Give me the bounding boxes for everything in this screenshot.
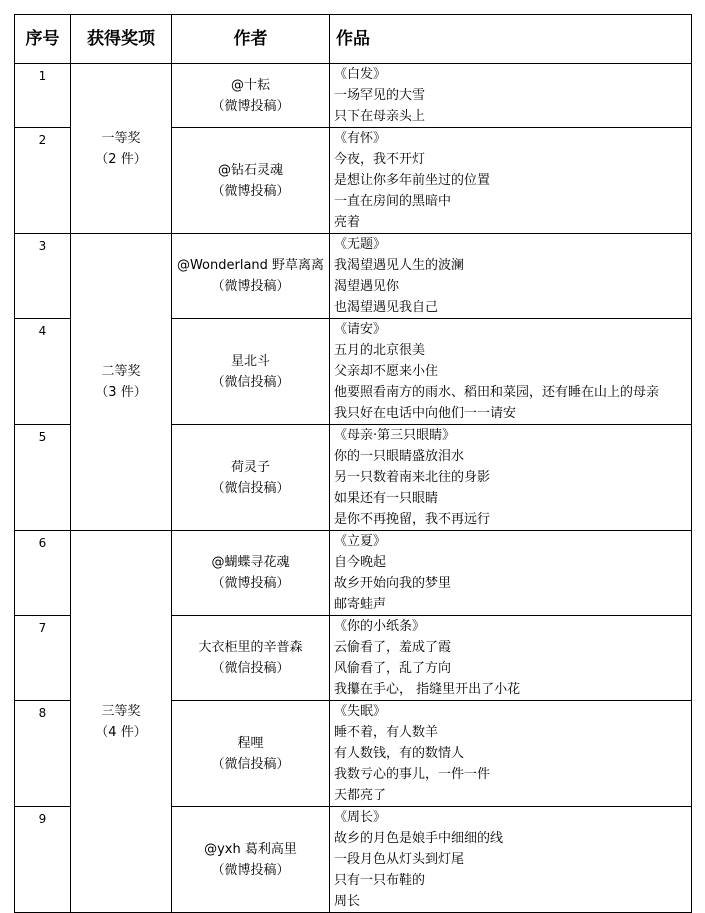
award-cell [71, 234, 172, 531]
row-seq: 2 [15, 128, 71, 234]
work-line: 自今晚起 [334, 555, 387, 570]
author-source: （微博投稿） [211, 279, 290, 294]
header-seq: 序号 [15, 15, 71, 64]
author-name: @十耘 [230, 77, 270, 93]
work-line: 他要照看南方的雨水、稻田和菜园，还有睡在山上的母亲 [334, 385, 660, 400]
author-cell [172, 319, 330, 425]
author-cell [172, 234, 330, 319]
work-line: 风偷看了，乱了方向 [334, 661, 452, 676]
award-count: （2 件） [95, 151, 147, 167]
work-line: 有人数钱，有的数情人 [334, 746, 465, 761]
work-line: 天都亮了 [334, 788, 387, 803]
author-source: （微博投稿） [211, 183, 290, 199]
work-cell [330, 64, 692, 128]
author-source: （微信投稿） [211, 661, 290, 676]
award-count: （3 件） [95, 385, 147, 400]
award-name: 一等奖 [101, 130, 141, 146]
row-seq: 6 [15, 531, 71, 616]
work-title: 《无题》 [334, 237, 387, 252]
work-title: 《母亲·第三只眼睛》 [334, 428, 456, 443]
work-title: 《有怀》 [334, 131, 387, 146]
work-cell [330, 319, 692, 425]
work-line: 我攥在手心， 指缝里开出了小花 [334, 682, 521, 697]
work-line: 云偷看了，羞成了霞 [334, 640, 452, 655]
author-source: （微信投稿） [211, 374, 290, 390]
work-line: 也渴望遇见我自己 [334, 300, 439, 315]
award-count: （4 件） [95, 724, 147, 740]
table-row [15, 234, 692, 319]
header-work: 作品 [330, 15, 692, 64]
work-line: 只有一只布鞋的 [334, 873, 426, 888]
work-line: 邮寄蛙声 [334, 597, 387, 612]
author-name: 大衣柜里的辛普森 [198, 640, 303, 655]
work-line: 五月的北京很美 [334, 343, 426, 358]
work-title: 《周长》 [334, 810, 387, 825]
award-name: 三等奖 [101, 703, 141, 719]
row-seq: 7 [15, 616, 71, 701]
awards-table [14, 14, 692, 913]
work-line: 周长 [334, 894, 361, 909]
author-source: （微博投稿） [211, 576, 290, 591]
row-seq: 5 [15, 425, 71, 531]
work-line: 是你不再挽留，我不再远行 [334, 512, 491, 527]
author-cell [172, 531, 330, 616]
author-name: 星北斗 [230, 353, 270, 369]
work-line: 我渴望遇见人生的波澜 [334, 258, 465, 273]
work-cell [330, 425, 692, 531]
author-name: @yxh 葛利高里 [204, 841, 297, 857]
header-award: 获得奖项 [71, 15, 172, 64]
work-line: 睡不着，有人数羊 [334, 725, 439, 740]
author-cell [172, 616, 330, 701]
work-cell [330, 701, 692, 807]
work-line: 我数亏心的事儿，一件一件 [334, 767, 491, 782]
work-line: 一段月色从灯头到灯尾 [334, 852, 465, 867]
row-seq: 1 [15, 64, 71, 128]
author-cell [172, 425, 330, 531]
award-name: 二等奖 [101, 364, 141, 379]
row-seq: 4 [15, 319, 71, 425]
work-line: 今夜，我不开灯 [334, 152, 426, 167]
row-seq: 9 [15, 807, 71, 913]
work-title: 《失眠》 [334, 704, 387, 719]
work-title: 《白发》 [334, 67, 387, 82]
author-name: 荷灵子 [230, 459, 270, 475]
work-title: 《请安》 [334, 322, 387, 337]
work-cell [330, 531, 692, 616]
work-title: 《立夏》 [334, 534, 387, 549]
row-seq: 8 [15, 701, 71, 807]
author-source: （微信投稿） [211, 480, 290, 496]
work-cell [330, 807, 692, 913]
work-line: 渴望遇见你 [334, 279, 400, 294]
header-author: 作者 [172, 15, 330, 64]
work-line: 一直在房间的黑暗中 [334, 194, 452, 209]
author-source: （微信投稿） [211, 756, 290, 772]
award-cell [71, 531, 172, 913]
table-row [15, 64, 692, 128]
work-line: 是想让你多年前坐过的位置 [334, 173, 491, 188]
work-title: 《你的小纸条》 [334, 619, 426, 634]
work-line: 只下在母亲头上 [334, 109, 426, 124]
work-line: 你的一只眼睛盛放泪水 [334, 449, 465, 464]
work-line: 故乡开始向我的梦里 [334, 576, 452, 591]
work-cell [330, 234, 692, 319]
award-cell [71, 64, 172, 234]
author-name: @蝴蝶寻花魂 [211, 555, 290, 570]
work-cell [330, 616, 692, 701]
author-name: 程哩 [237, 735, 264, 751]
author-cell [172, 701, 330, 807]
work-line: 如果还有一只眼睛 [334, 491, 439, 506]
table-row [15, 531, 692, 616]
work-line: 我只好在电话中向他们一一请安 [334, 406, 517, 421]
work-line: 另一只数着南来北往的身影 [334, 470, 491, 485]
work-line: 父亲却不愿来小住 [334, 364, 439, 379]
work-line: 亮着 [334, 215, 361, 230]
work-line: 一场罕见的大雪 [334, 88, 426, 103]
author-cell [172, 128, 330, 234]
work-line: 故乡的月色是娘手中细细的线 [334, 831, 504, 846]
author-cell [172, 807, 330, 913]
author-cell [172, 64, 330, 128]
work-cell [330, 128, 692, 234]
header-row [15, 15, 692, 64]
author-source: （微博投稿） [211, 98, 290, 114]
author-name: @钻石灵魂 [217, 162, 283, 178]
author-source: （微博投稿） [211, 862, 290, 878]
row-seq: 3 [15, 234, 71, 319]
author-name: @Wonderland 野草离离 [176, 258, 325, 273]
